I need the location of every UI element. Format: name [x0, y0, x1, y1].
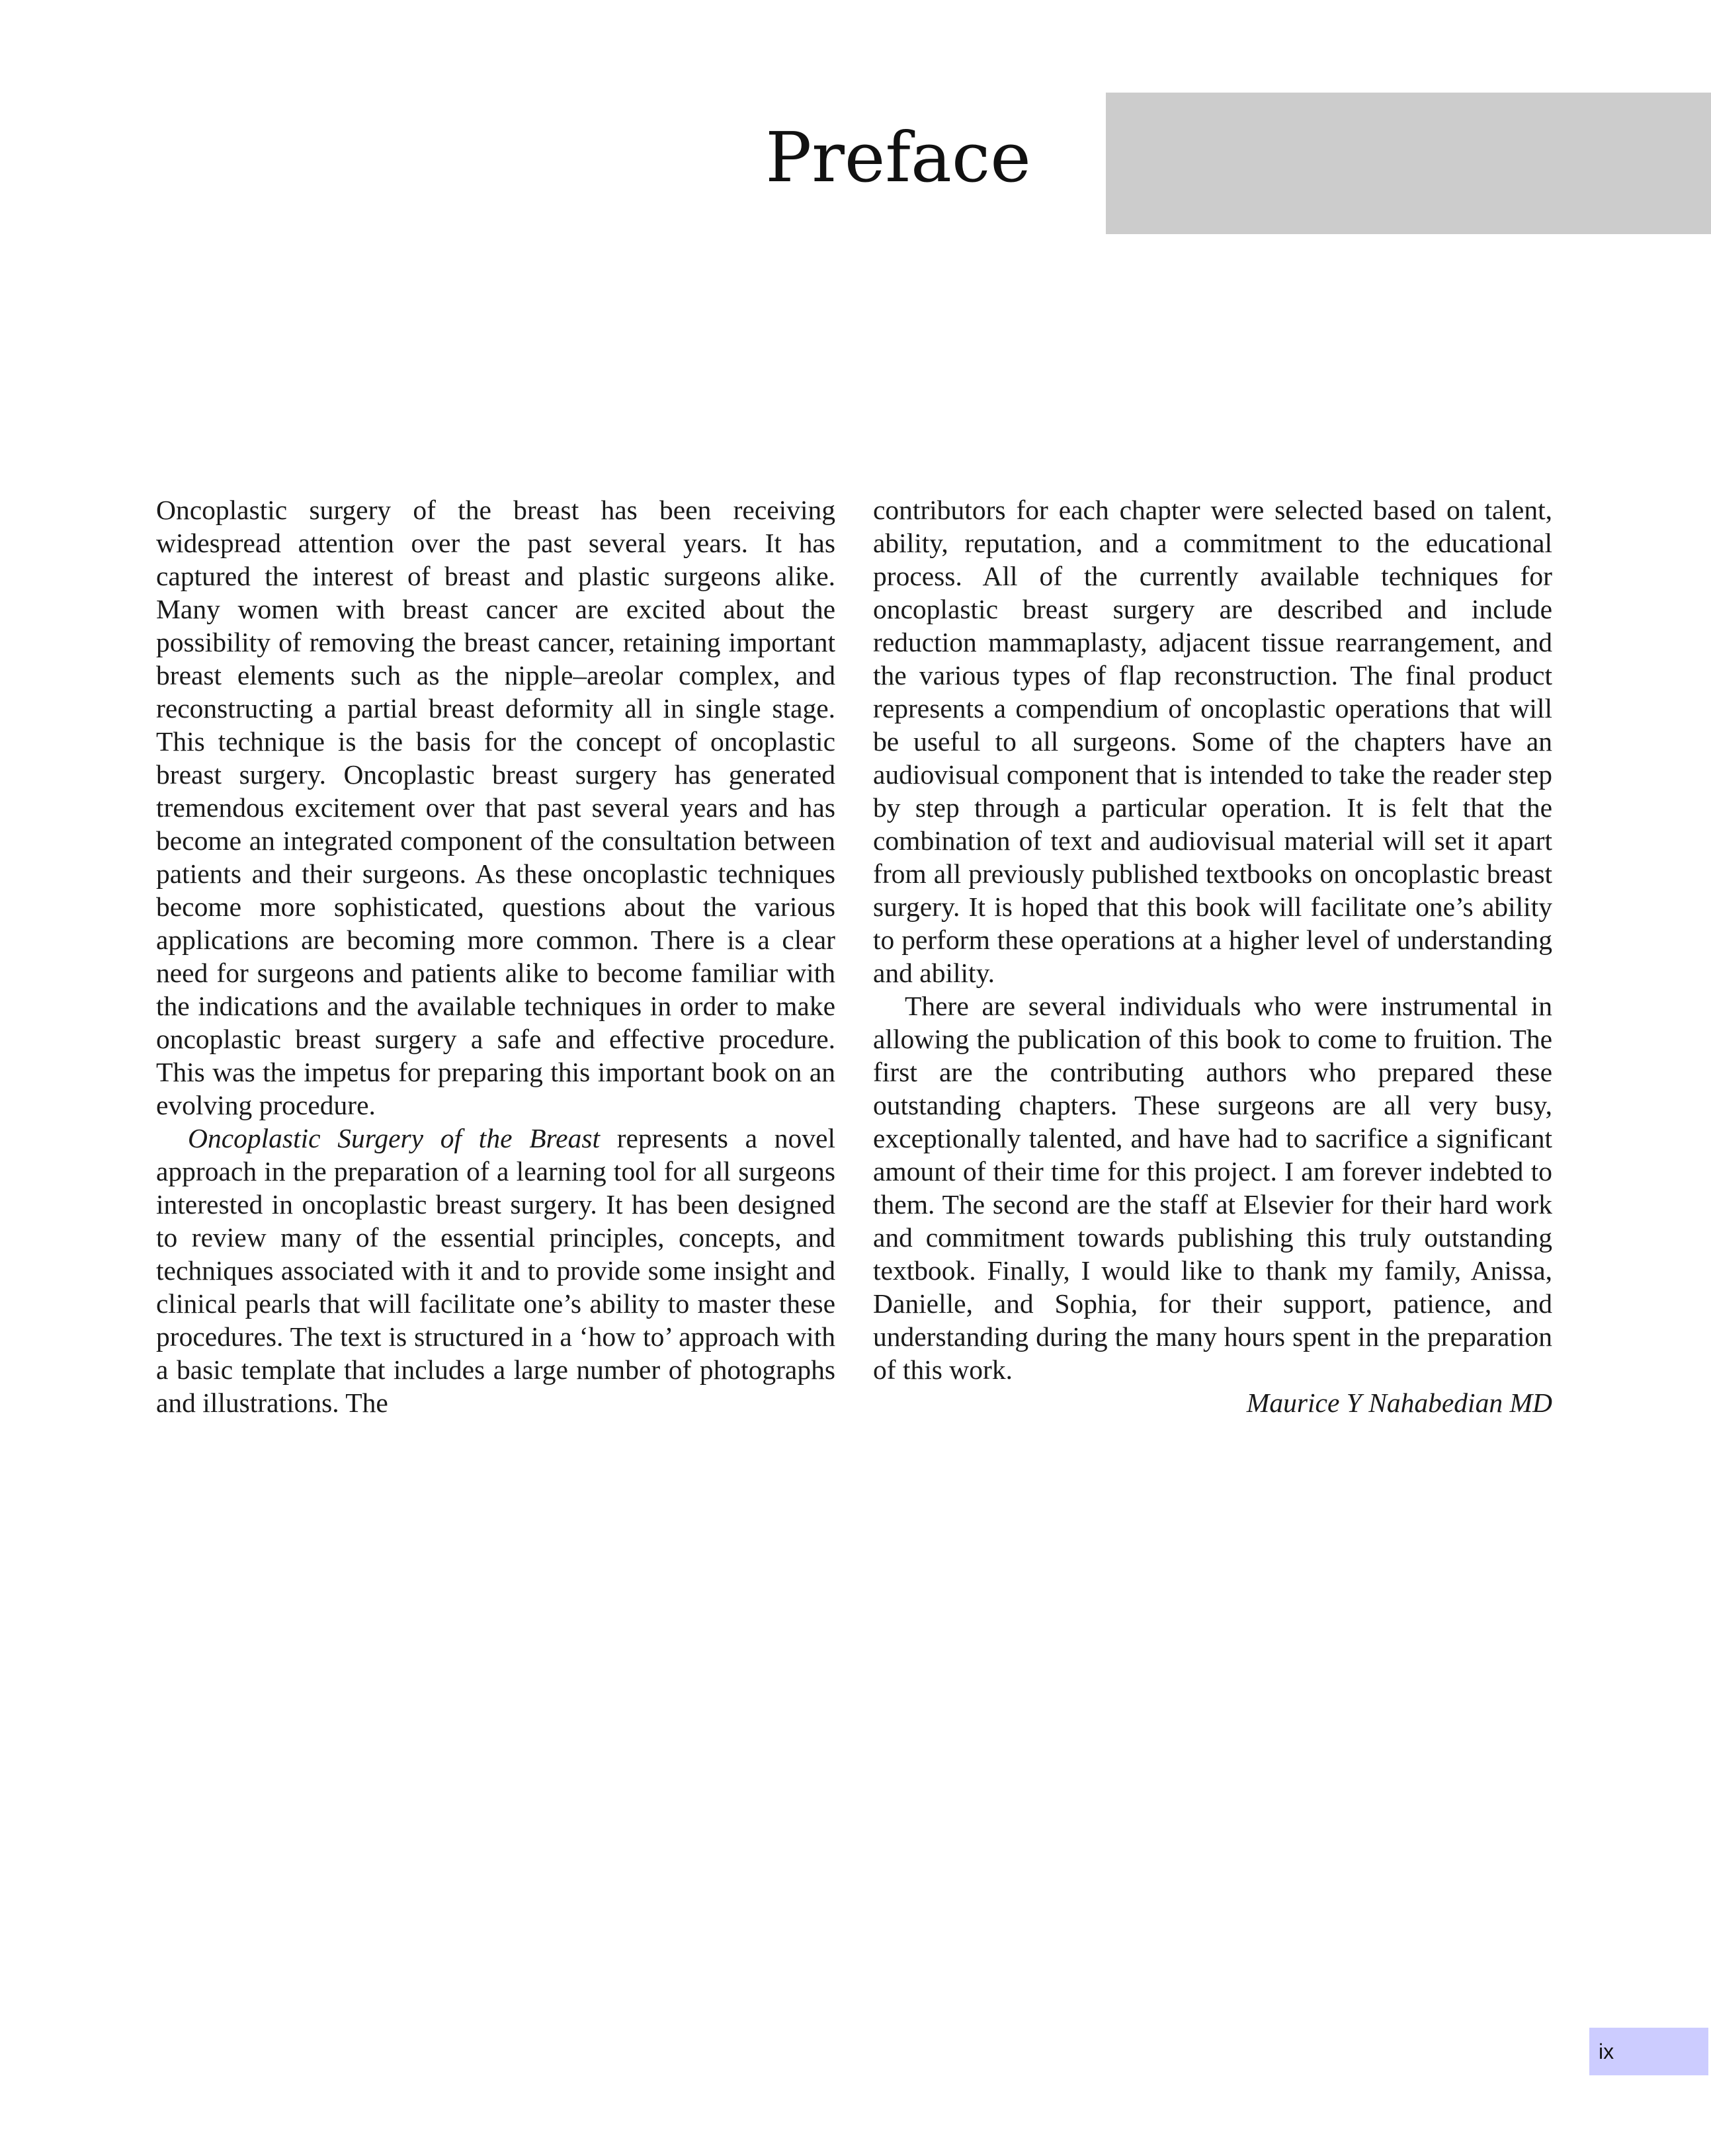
- right-column: [873, 493, 1552, 1419]
- page-number-box: [1589, 2028, 1708, 2075]
- left-column: [156, 493, 835, 1419]
- body-paragraph: Oncoplastic surgery of the breast has been receiving widespread attention over the past several years. It has captured the interest of breast and plastic surgeons alike. Many women with breast cancer are excited about the possibility of removing the breast cancer, retaining important breast elements such as the nipple–areolar complex, and reconstructing a partial breast deformity all in single stage. This technique is the basis for the concept of oncoplastic breast surgery. Oncoplastic breast surgery has generated tremendous excitement over that past several years and has become an integrated component of the consultation between patients and their surgeons. As these oncoplastic techniques become more sophisticated, questions about the various applications are becoming more common. There is a clear need for surgeons and patients alike to become familiar with the indications and the available techniques in order to make oncoplastic breast surgery a safe and effective procedure. This was the impetus for preparing this important book on an evolving procedure.: [156, 495, 835, 1120]
- body-paragraph-text: represents a novel approach in the preparation of a learning tool for all surgeons interested in oncoplastic breast surgery. It has been designed to review many of the essential principles, concepts, and techniques associated with it and to provide some insight and clinical pearls that will facilitate one’s ability to master these procedures. The text is structured in a ‘how to’ approach with a basic template that includes a large number of photographs and illustrations. The: [156, 1123, 835, 1418]
- author-signature: Maurice Y Nahabedian MD: [1246, 1388, 1552, 1418]
- body-paragraph: contributors for each chapter were selected based on talent, ability, reputation, and a commitment to the educational process. All of the currently available techniques for oncoplastic breast surgery are described and include reduction mammaplasty, adjacent tissue rearrangement, and the various types of flap reconstruction. The final product represents a compendium of oncoplastic operations that will be useful to all surgeons. Some of the chapters have an audiovisual component that is intended to take the reader step by step through a particular operation. It is felt that the combination of text and audiovisual material will set it apart from all previously published textbooks on oncoplastic breast surgery. It is hoped that this book will facilitate one’s ability to perform these operations at a higher level of understanding and ability.: [873, 495, 1552, 988]
- book-title: Oncoplastic Surgery of the Breast: [188, 1123, 601, 1153]
- page-title: Preface: [765, 117, 1031, 198]
- body-paragraph: [156, 1122, 835, 1419]
- page-number: ix: [1599, 2040, 1614, 2063]
- body-paragraph: There are several individuals who were instrumental in allowing the publication of this book to come to fruition. The first are the contributing authors who prepared these outstanding chapters. These surgeons are all very busy, exceptionally talented, and have had to sacrifice a significant amount of their time for this project. I am forever indebted to them. The second are the staff at Elsevier for their hard work and commitment towards publishing this truly outstanding textbook. Finally, I would like to thank my family, Anissa, Danielle, and Sophia, for their support, patience, and understanding during the many hours spent in the preparation of this work.: [873, 991, 1552, 1385]
